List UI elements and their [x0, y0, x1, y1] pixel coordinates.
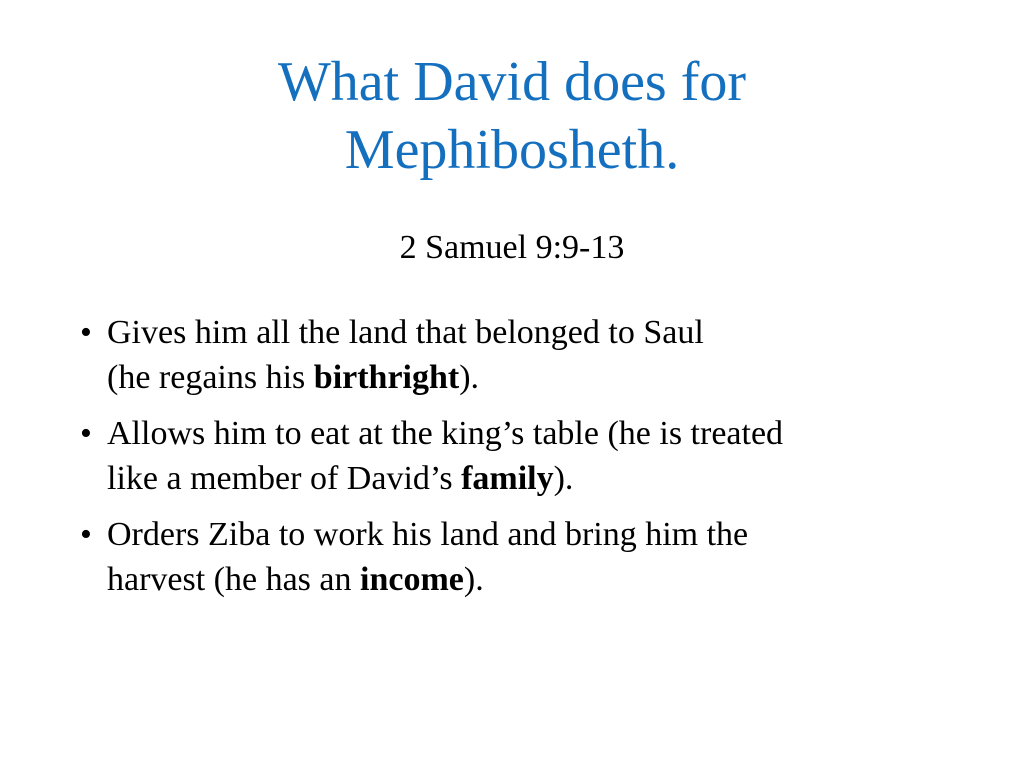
bullet-item-land	[76, 310, 976, 400]
bullet-emphasis: birthright	[313, 359, 460, 396]
bullet-dot-icon: •	[80, 516, 92, 553]
bullet-text: harvest (he has an	[107, 561, 361, 598]
bullet-item-table	[76, 411, 976, 501]
title-line-1: What David does for	[277, 51, 747, 113]
title-line-2: Mephibosheth.	[344, 119, 680, 181]
bullet-item-harvest	[76, 512, 976, 602]
bullet-dot-icon: •	[80, 314, 92, 351]
bullet-line-2	[107, 355, 976, 400]
bullet-emphasis: income	[360, 561, 464, 598]
slide-title	[0, 48, 1024, 184]
bullet-line-2	[107, 557, 976, 602]
bullet-text: ).	[463, 561, 484, 598]
bullet-line-2	[107, 456, 976, 501]
bullet-text: like a member of David’s	[107, 460, 462, 497]
bullet-line-1: Gives him all the land that belonged to Saul	[107, 314, 704, 351]
bullet-dot-icon: •	[80, 415, 92, 452]
bullet-list	[76, 310, 976, 613]
bullet-line-1: Allows him to eat at the king’s table (he is treated	[107, 415, 784, 452]
bullet-text: ).	[553, 460, 574, 497]
bullet-text: (he regains his	[107, 359, 314, 396]
bullet-line-1: Orders Ziba to work his land and bring him the	[107, 516, 749, 553]
scripture-reference: 2 Samuel 9:9-13	[399, 229, 625, 266]
bullet-text: ).	[459, 359, 480, 396]
bullet-emphasis: family	[461, 460, 554, 497]
